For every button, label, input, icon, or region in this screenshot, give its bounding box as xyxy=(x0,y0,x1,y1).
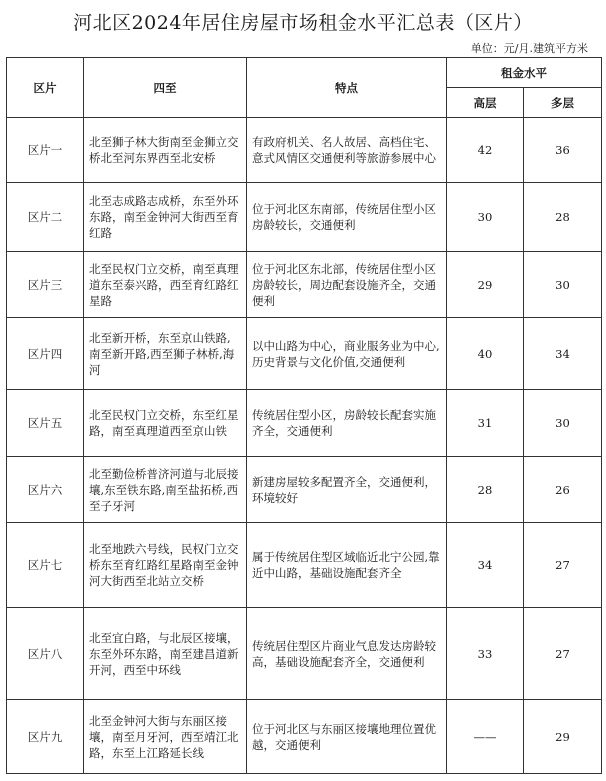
multi-story-cell: 34 xyxy=(524,318,602,390)
zone-cell: 区片五 xyxy=(7,390,84,457)
table-row xyxy=(7,390,602,457)
features-cell: 位于河北区东北部，传统居住型小区房龄较长，周边配套设施齐全，交通便利 xyxy=(247,252,447,318)
multi-story-cell: 29 xyxy=(524,700,602,774)
zone-cell: 区片二 xyxy=(7,183,84,252)
table-row xyxy=(7,608,602,700)
boundary-cell: 北至新开桥，东至京山铁路,南至新开路,西至狮子林桥,海河 xyxy=(84,318,247,390)
header-zone: 区片 xyxy=(7,58,84,118)
features-cell: 位于河北区与东丽区接壤地理位置优越，交通便利 xyxy=(247,700,447,774)
high-rise-cell: 42 xyxy=(447,118,524,183)
features-cell: 有政府机关、名人故居、高档住宅、意式风情区交通便利等旅游参展中心 xyxy=(247,118,447,183)
boundary-cell: 北至志成路志成桥，东至外环东路，南至金钟河大街西至育红路 xyxy=(84,183,247,252)
high-rise-cell: 40 xyxy=(447,318,524,390)
boundary-cell: 北至勤俭桥普济河道与北辰接壤,东至铁东路,南至盐拓桥,西至子牙河 xyxy=(84,457,247,523)
multi-story-cell: 36 xyxy=(524,118,602,183)
features-cell: 属于传统居住型区域临近北宁公园,靠近中山路，基础设施配套齐全 xyxy=(247,523,447,608)
table-row xyxy=(7,457,602,523)
table-row xyxy=(7,318,602,390)
table-row xyxy=(7,523,602,608)
boundary-cell: 北至民权门立交桥，南至真理道东至泰兴路，西至育红路红星路 xyxy=(84,252,247,318)
rent-table xyxy=(6,57,602,774)
features-cell: 新建房屋较多配置齐全，交通便利，环境较好 xyxy=(247,457,447,523)
features-cell: 以中山路为中心，商业服务业为中心,历史背景与文化价值,交通便利 xyxy=(247,318,447,390)
header-high-rise: 高层 xyxy=(447,88,524,118)
header-rent-level: 租金水平 xyxy=(447,58,602,88)
high-rise-cell: —— xyxy=(447,700,524,774)
multi-story-cell: 26 xyxy=(524,457,602,523)
multi-story-cell: 30 xyxy=(524,252,602,318)
boundary-cell: 北至狮子林大街南至金狮立交桥北至河东界西至北安桥 xyxy=(84,118,247,183)
boundary-cell: 北至地跌六号线，民权门立交桥东至育红路红星路南至金钟河大街西至北站立交桥 xyxy=(84,523,247,608)
high-rise-cell: 31 xyxy=(447,390,524,457)
zone-cell: 区片九 xyxy=(7,700,84,774)
zone-cell: 区片八 xyxy=(7,608,84,700)
header-features: 特点 xyxy=(247,58,447,118)
multi-story-cell: 27 xyxy=(524,523,602,608)
header-boundary: 四至 xyxy=(84,58,247,118)
table-row xyxy=(7,252,602,318)
boundary-cell: 北至民权门立交桥，东至红星路，南至真理道西至京山铁 xyxy=(84,390,247,457)
features-cell: 传统居住型小区，房龄较长配套实施齐全，交通便利 xyxy=(247,390,447,457)
zone-cell: 区片六 xyxy=(7,457,84,523)
table-row xyxy=(7,118,602,183)
zone-cell: 区片四 xyxy=(7,318,84,390)
unit-note: 单位：元/月.建筑平方米 xyxy=(470,42,588,55)
zone-cell: 区片三 xyxy=(7,252,84,318)
high-rise-cell: 29 xyxy=(447,252,524,318)
page-title: 河北区2024年居住房屋市场租金水平汇总表（区片） xyxy=(73,12,533,34)
zone-cell: 区片一 xyxy=(7,118,84,183)
features-cell: 位于河北区东南部，传统居住型小区房龄较长，交通便利 xyxy=(247,183,447,252)
table-row xyxy=(7,183,602,252)
table-row xyxy=(7,700,602,774)
multi-story-cell: 30 xyxy=(524,390,602,457)
high-rise-cell: 30 xyxy=(447,183,524,252)
multi-story-cell: 27 xyxy=(524,608,602,700)
boundary-cell: 北至金钟河大街与东丽区接壤，南至月牙河，西至靖江北路，东至上江路延长线 xyxy=(84,700,247,774)
features-cell: 传统居住型区片商业气息发达房龄较高，基础设施配套齐全，交通便利 xyxy=(247,608,447,700)
high-rise-cell: 28 xyxy=(447,457,524,523)
high-rise-cell: 34 xyxy=(447,523,524,608)
boundary-cell: 北至宜白路，与北辰区接壤，东至外环东路，南至建昌道新开河，西至中环线 xyxy=(84,608,247,700)
high-rise-cell: 33 xyxy=(447,608,524,700)
zone-cell: 区片七 xyxy=(7,523,84,608)
header-multi-story: 多层 xyxy=(524,88,602,118)
multi-story-cell: 28 xyxy=(524,183,602,252)
